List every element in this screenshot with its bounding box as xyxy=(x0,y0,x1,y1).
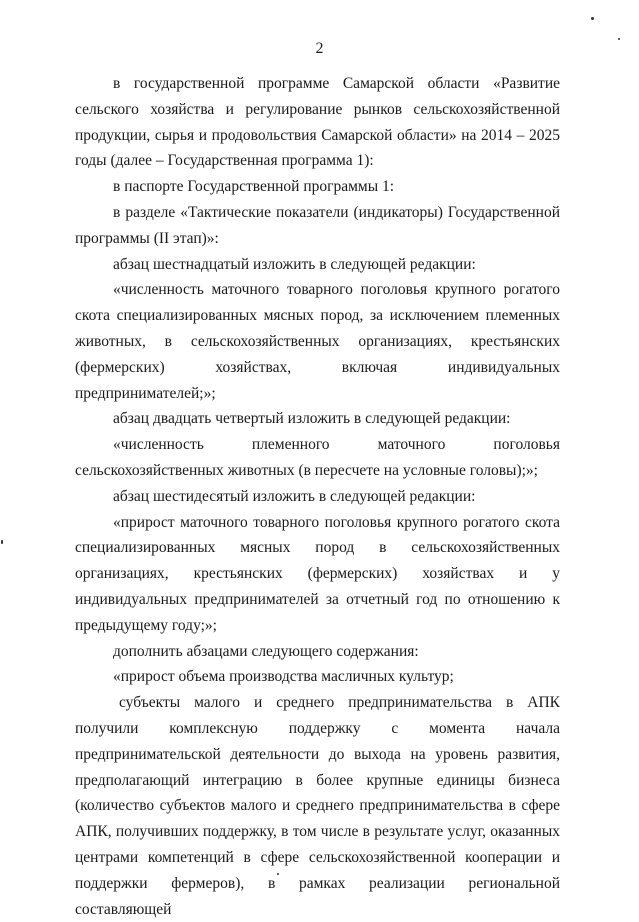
scan-speck xyxy=(591,17,594,20)
scan-speck xyxy=(277,873,279,875)
paragraph-quote-oilseed-growth: «прирост объема производства масличных культур; xyxy=(113,668,454,686)
paragraph-program-reference: в государственной программе Самарской области «Развитие сельского хозяйства и регулирование рынков сельскохозяйственной продукции, сырья и продовольствия Самарской области» на 2014 – 2025 годы (далее – Государственная программа 1): xyxy=(75,75,560,170)
scan-speck xyxy=(618,38,620,40)
paragraph-sixteenth-clause: абзац шестнадцатый изложить в следующей редакции: xyxy=(113,255,476,273)
scan-speck xyxy=(1,540,3,544)
document-body xyxy=(75,71,560,922)
paragraph-section-indicators: в разделе «Тактические показатели (индикаторы) Государственной программы (II этап)»: xyxy=(75,203,560,247)
paragraph-quote-cattle-count: «численность маточного товарного поголовья крупного рогатого скота специализированных мясных пород, за исключением племенных животных, в сельскохозяйственных организациях, крестьянских (фермерских) хозяйствах, включая индивидуальных предпринимателей;»; xyxy=(75,281,560,402)
paragraph-quote-breeding-stock: «численность племенного маточного поголовья сельскохозяйственных животных (в пересчете на условные головы);»; xyxy=(75,436,560,479)
paragraph-passport: в паспорте Государственной программы 1: xyxy=(113,178,395,196)
paragraph-sixtieth-clause: абзац шестидесятый изложить в следующей редакции: xyxy=(113,487,476,505)
page-number: 2 xyxy=(315,40,324,57)
paragraph-twenty-fourth-clause: абзац двадцать четвертый изложить в следующей редакции: xyxy=(113,410,511,428)
paragraph-supplement-clauses: дополнить абзацами следующего содержания: xyxy=(113,642,419,660)
paragraph-small-business-support: субъекты малого и среднего предпринимательства в АПК получили комплексную поддержку с момента начала предпринимательской деятельности до выхода на уровень развития, предполагающий интеграцию в более крупные единицы бизнеса (количество субъектов малого и среднего предпринимательства в сфере АПК, получивших поддержку, в том числе в результате услуг, оказанных центрами компетенций в сфере сельскохозяйственной кооперации и поддержки фермеров), в рамках реализации региональной составляющей xyxy=(75,694,560,918)
paragraph-quote-cattle-growth: «прирост маточного товарного поголовья крупного рогатого скота специализированных мясных пород в сельскохозяйственных организациях, крестьянских (фермерских) хозяйствах и у индивидуальных предпринимателей за отчетный год по отношению к предыдущему году;»; xyxy=(75,513,560,634)
